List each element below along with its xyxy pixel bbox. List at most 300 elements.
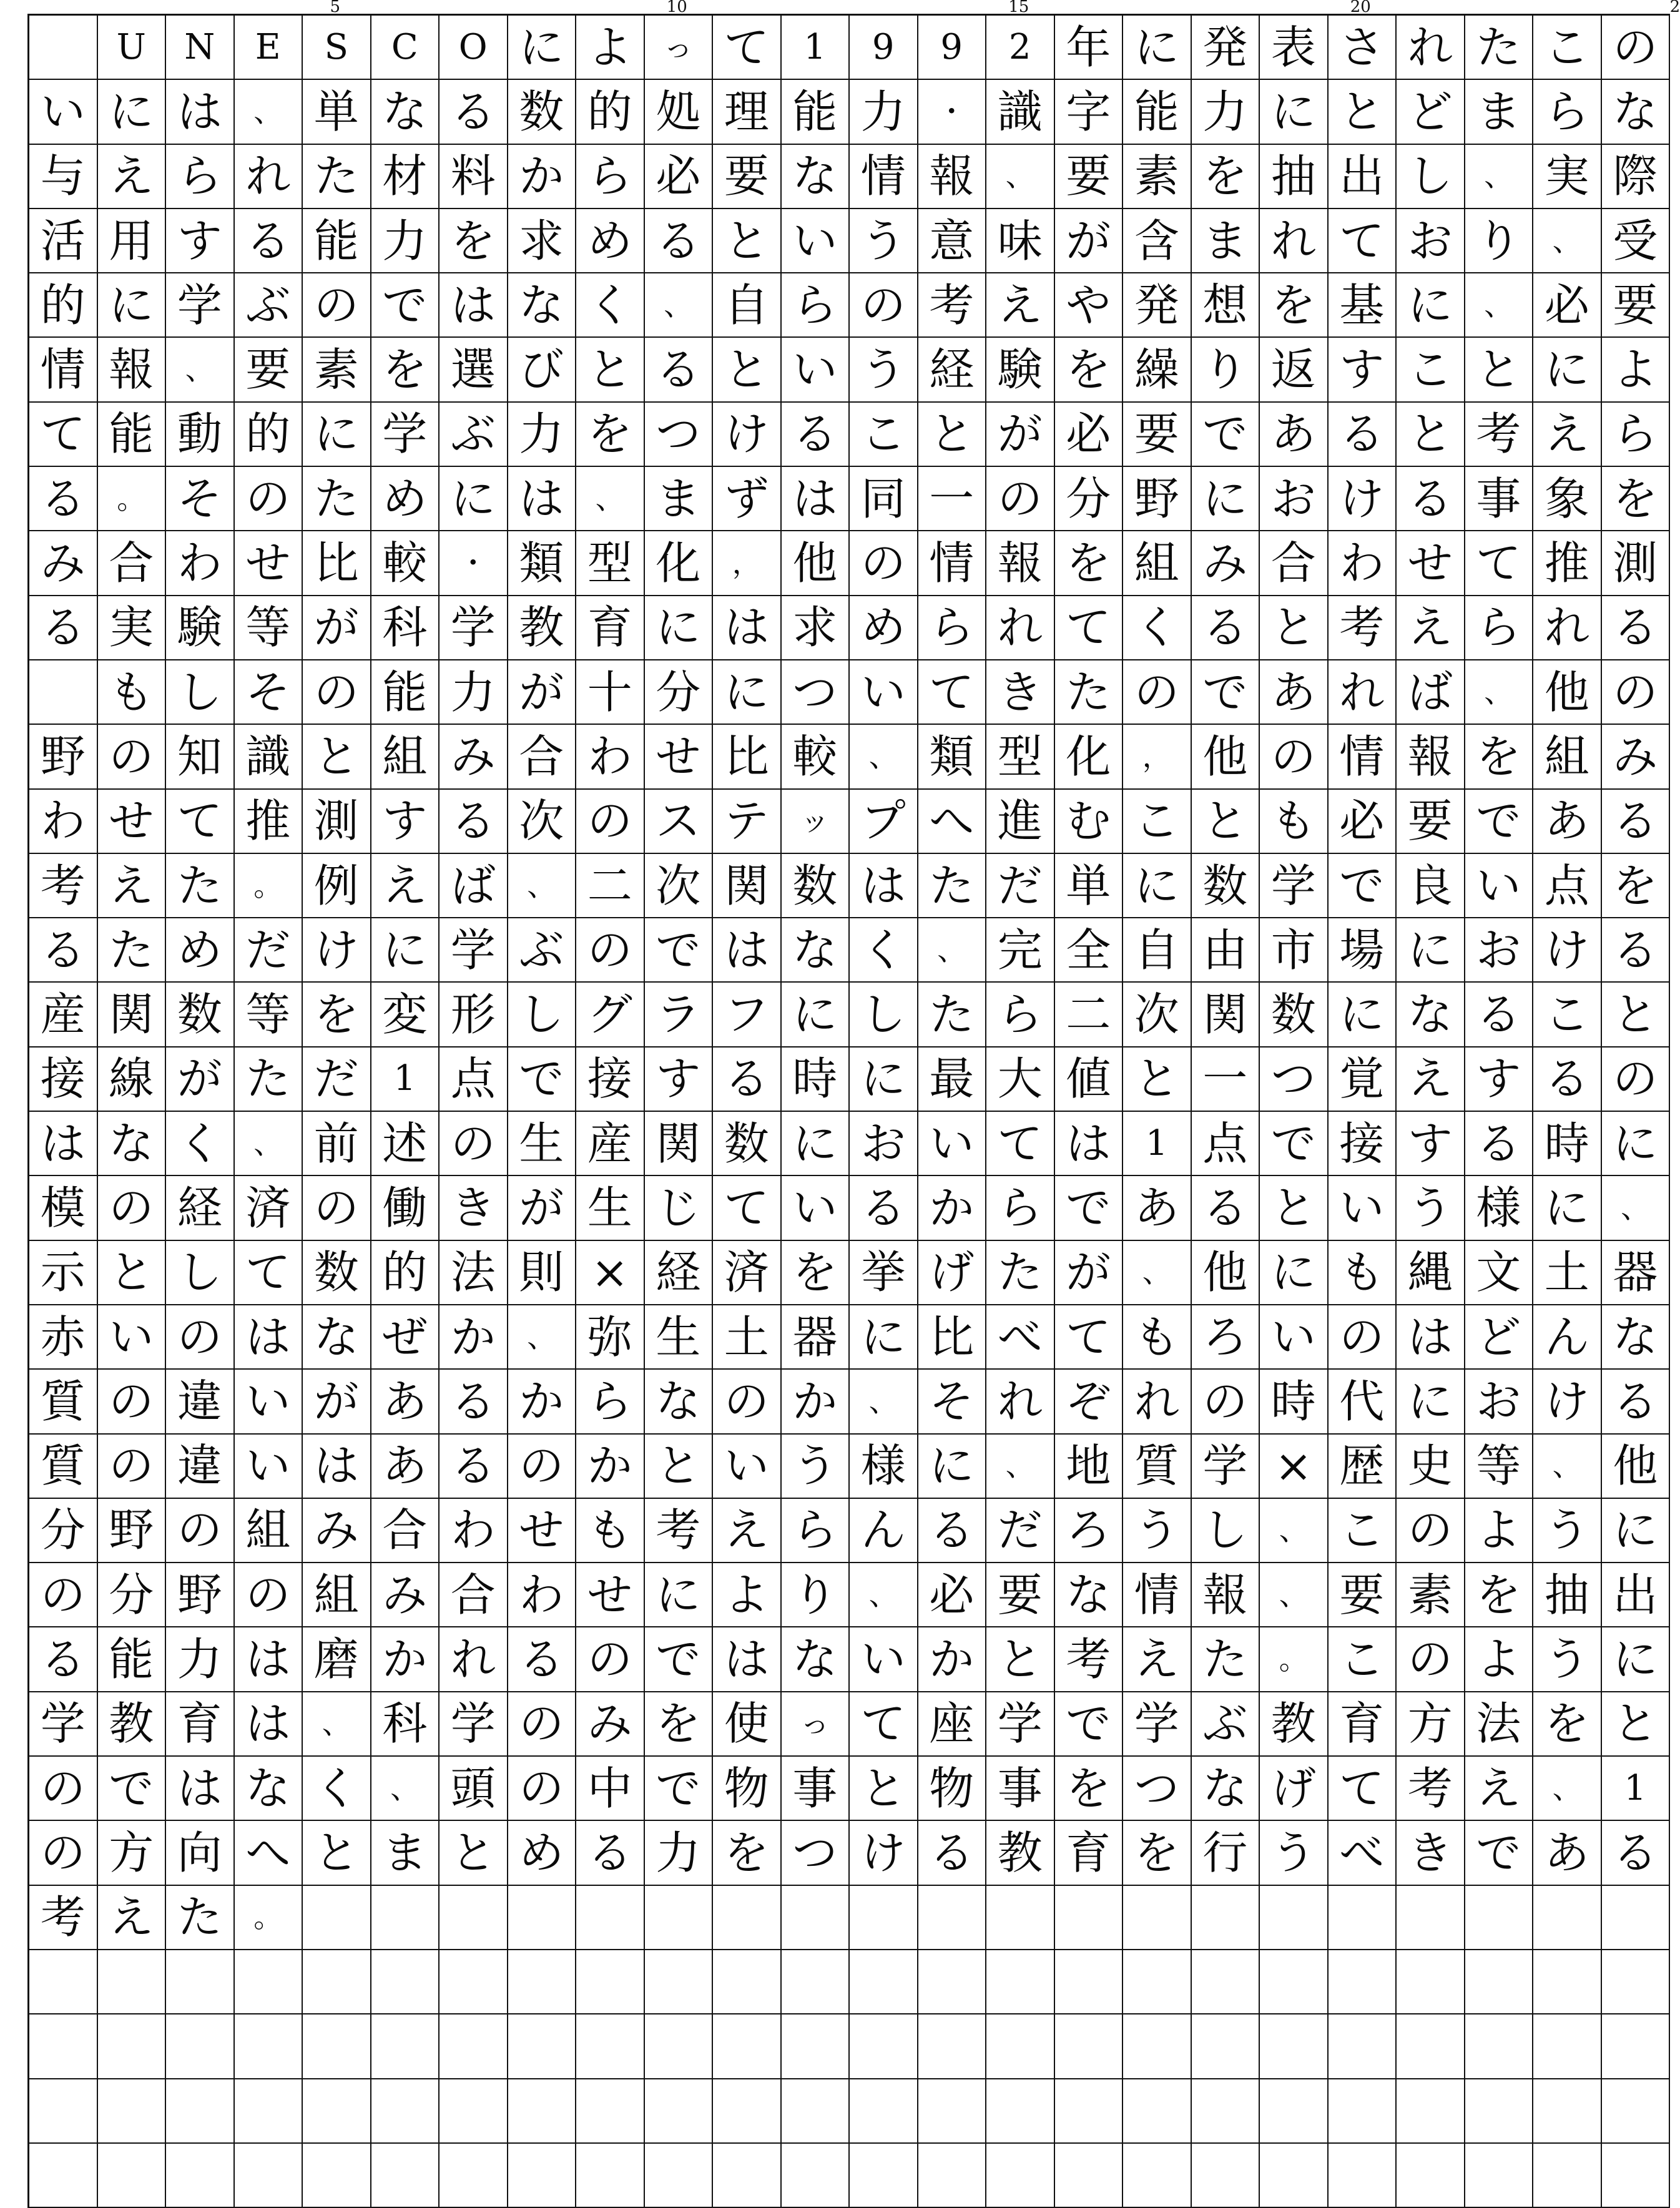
grid-cell: る bbox=[1602, 1370, 1671, 1434]
grid-cell: よ bbox=[1602, 338, 1671, 402]
grid-cell: み bbox=[29, 531, 98, 596]
grid-cell: ら bbox=[918, 596, 987, 660]
grid-cell: 受 bbox=[1602, 209, 1671, 273]
grid-cell: ろ bbox=[1055, 1499, 1124, 1563]
grid-cell: 他 bbox=[1192, 1241, 1260, 1305]
grid-cell: か bbox=[371, 1627, 440, 1692]
grid-cell: の bbox=[850, 531, 918, 596]
grid-cell: び bbox=[508, 338, 577, 402]
grid-cell: れ bbox=[440, 1627, 508, 1692]
grid-cell: 、 bbox=[508, 1305, 577, 1370]
grid-cell: 変 bbox=[371, 983, 440, 1047]
grid-cell: に bbox=[1602, 1499, 1671, 1563]
grid-cell: 情 bbox=[1123, 1563, 1192, 1627]
grid-cell bbox=[440, 2014, 508, 2079]
ruler-tick-10: 10 bbox=[666, 0, 687, 16]
grid-cell bbox=[645, 1950, 714, 2014]
grid-cell: に bbox=[1602, 1112, 1671, 1176]
grid-cell: 意 bbox=[918, 209, 987, 273]
grid-cell bbox=[645, 2014, 714, 2079]
grid-cell: 、 bbox=[850, 1370, 918, 1434]
grid-cell: を bbox=[1602, 854, 1671, 918]
column-number-ruler bbox=[27, 0, 1680, 16]
grid-cell: ど bbox=[1397, 80, 1465, 144]
grid-cell: は bbox=[29, 1112, 98, 1176]
grid-cell: て bbox=[713, 1176, 782, 1240]
grid-cell: 能 bbox=[782, 80, 850, 144]
grid-cell: る bbox=[508, 1627, 577, 1692]
grid-cell: 二 bbox=[1055, 983, 1124, 1047]
grid-cell: 、 bbox=[1260, 1563, 1329, 1627]
grid-cell: え bbox=[986, 273, 1055, 338]
grid-cell: 則 bbox=[508, 1241, 577, 1305]
grid-cell: と bbox=[986, 1627, 1055, 1692]
grid-cell bbox=[1260, 1886, 1329, 1950]
grid-cell: い bbox=[29, 80, 98, 144]
grid-cell: 出 bbox=[1602, 1563, 1671, 1627]
grid-cell: 値 bbox=[1055, 1048, 1124, 1112]
grid-cell: な bbox=[645, 1370, 714, 1434]
grid-cell: ら bbox=[1602, 403, 1671, 467]
grid-cell: 数 bbox=[303, 1241, 371, 1305]
grid-cell: を bbox=[1055, 531, 1124, 596]
grid-cell: O bbox=[440, 16, 508, 80]
grid-cell: み bbox=[576, 1692, 645, 1757]
grid-cell bbox=[576, 1950, 645, 2014]
grid-cell: も bbox=[1123, 1305, 1192, 1370]
grid-cell: え bbox=[371, 854, 440, 918]
grid-cell: と bbox=[1602, 983, 1671, 1047]
grid-cell: 報 bbox=[1192, 1563, 1260, 1627]
grid-cell: な bbox=[1192, 1757, 1260, 1821]
grid-cell: べ bbox=[1329, 1821, 1397, 1885]
grid-cell: は bbox=[850, 854, 918, 918]
grid-cell: と bbox=[918, 403, 987, 467]
grid-cell: 繰 bbox=[1123, 338, 1192, 402]
grid-cell: 育 bbox=[576, 596, 645, 660]
grid-cell: ず bbox=[713, 467, 782, 531]
grid-cell: せ bbox=[508, 1499, 577, 1563]
grid-cell: 分 bbox=[98, 1563, 167, 1627]
grid-cell: 縄 bbox=[1397, 1241, 1465, 1305]
grid-cell: そ bbox=[166, 467, 235, 531]
grid-cell: ら bbox=[1533, 80, 1602, 144]
grid-cell: 、 bbox=[645, 273, 714, 338]
grid-cell: い bbox=[713, 1435, 782, 1499]
grid-cell: 単 bbox=[1055, 854, 1124, 918]
grid-cell: 返 bbox=[1260, 338, 1329, 402]
grid-cell bbox=[166, 2014, 235, 2079]
grid-cell: く bbox=[1123, 596, 1192, 660]
grid-cell: る bbox=[850, 1176, 918, 1240]
grid-cell: う bbox=[782, 1435, 850, 1499]
grid-cell: か bbox=[918, 1627, 987, 1692]
grid-cell bbox=[1602, 2079, 1671, 2144]
grid-cell: の bbox=[1602, 16, 1671, 80]
grid-cell bbox=[1055, 2079, 1124, 2144]
grid-cell bbox=[1397, 2144, 1465, 2208]
grid-cell: 合 bbox=[1260, 531, 1329, 596]
grid-cell: に bbox=[782, 1112, 850, 1176]
grid-cell: 野 bbox=[166, 1563, 235, 1627]
grid-cell: 生 bbox=[508, 1112, 577, 1176]
grid-cell: お bbox=[1397, 209, 1465, 273]
grid-cell: 測 bbox=[303, 790, 371, 854]
grid-cell: そ bbox=[235, 660, 303, 725]
grid-cell: 数 bbox=[508, 80, 577, 144]
grid-cell: の bbox=[1602, 660, 1671, 725]
grid-cell: い bbox=[235, 1435, 303, 1499]
grid-cell: が bbox=[303, 596, 371, 660]
grid-cell: る bbox=[645, 338, 714, 402]
grid-cell bbox=[440, 2144, 508, 2208]
grid-cell: み bbox=[1602, 725, 1671, 789]
grid-cell: の bbox=[1329, 1305, 1397, 1370]
grid-cell: 力 bbox=[371, 209, 440, 273]
grid-cell: う bbox=[1123, 1499, 1192, 1563]
grid-cell bbox=[986, 2014, 1055, 2079]
grid-cell: 実 bbox=[1533, 145, 1602, 209]
grid-cell: 分 bbox=[1055, 467, 1124, 531]
grid-cell: れ bbox=[986, 596, 1055, 660]
grid-cell: か bbox=[576, 1435, 645, 1499]
grid-cell: 学 bbox=[440, 596, 508, 660]
grid-cell: 験 bbox=[986, 338, 1055, 402]
grid-cell: 較 bbox=[782, 725, 850, 789]
grid-cell: こ bbox=[1533, 983, 1602, 1047]
grid-cell: た bbox=[166, 854, 235, 918]
grid-cell: 向 bbox=[166, 1821, 235, 1885]
grid-cell: は bbox=[235, 1627, 303, 1692]
grid-cell: 合 bbox=[98, 531, 167, 596]
grid-cell: け bbox=[713, 403, 782, 467]
grid-cell: 、 bbox=[986, 145, 1055, 209]
grid-cell: れ bbox=[1123, 1370, 1192, 1434]
grid-cell: 土 bbox=[713, 1305, 782, 1370]
grid-cell: 動 bbox=[166, 403, 235, 467]
grid-cell bbox=[1533, 2144, 1602, 2208]
grid-cell bbox=[166, 2144, 235, 2208]
grid-cell: 2 bbox=[986, 16, 1055, 80]
grid-cell: 示 bbox=[29, 1241, 98, 1305]
grid-cell: 必 bbox=[1329, 790, 1397, 854]
grid-cell bbox=[29, 2144, 98, 2208]
genkou-grid bbox=[27, 14, 1670, 2208]
grid-cell: と bbox=[1329, 80, 1397, 144]
grid-cell: 育 bbox=[1055, 1821, 1124, 1885]
grid-cell: 行 bbox=[1192, 1821, 1260, 1885]
grid-cell: 報 bbox=[986, 531, 1055, 596]
grid-cell: せ bbox=[645, 725, 714, 789]
grid-cell: 1 bbox=[1602, 1757, 1671, 1821]
grid-cell: て bbox=[986, 1112, 1055, 1176]
grid-cell: の bbox=[98, 1176, 167, 1240]
grid-cell: め bbox=[850, 596, 918, 660]
grid-cell bbox=[1602, 2014, 1671, 2079]
grid-cell: る bbox=[1602, 918, 1671, 983]
grid-cell: 組 bbox=[1123, 531, 1192, 596]
grid-cell: な bbox=[782, 1627, 850, 1692]
grid-cell bbox=[1397, 1886, 1465, 1950]
grid-cell: そ bbox=[918, 1370, 987, 1434]
grid-cell: り bbox=[1465, 209, 1534, 273]
grid-cell bbox=[1260, 1950, 1329, 2014]
grid-cell: た bbox=[1192, 1627, 1260, 1692]
grid-cell: で bbox=[1465, 1821, 1534, 1885]
grid-cell: 要 bbox=[1123, 403, 1192, 467]
grid-cell: の bbox=[508, 1435, 577, 1499]
grid-cell: よ bbox=[713, 1563, 782, 1627]
grid-cell: 済 bbox=[713, 1241, 782, 1305]
grid-cell bbox=[1465, 1950, 1534, 2014]
grid-cell: な bbox=[1055, 1563, 1124, 1627]
grid-cell: け bbox=[1329, 467, 1397, 531]
grid-cell: 材 bbox=[371, 145, 440, 209]
grid-cell: 想 bbox=[1192, 273, 1260, 338]
grid-cell: 、 bbox=[166, 338, 235, 402]
grid-cell bbox=[508, 2144, 577, 2208]
grid-cell bbox=[1055, 2014, 1124, 2079]
grid-cell: に bbox=[1329, 983, 1397, 1047]
grid-cell: 科 bbox=[371, 596, 440, 660]
grid-cell: じ bbox=[645, 1176, 714, 1240]
grid-cell: 9 bbox=[918, 16, 987, 80]
grid-cell: E bbox=[235, 16, 303, 80]
grid-cell: 最 bbox=[918, 1048, 987, 1112]
grid-cell: 野 bbox=[29, 725, 98, 789]
grid-cell: し bbox=[508, 983, 577, 1047]
grid-cell: 能 bbox=[98, 403, 167, 467]
grid-cell: る bbox=[1465, 983, 1534, 1047]
grid-cell: グ bbox=[576, 983, 645, 1047]
grid-cell: ど bbox=[1465, 1305, 1534, 1370]
grid-cell: の bbox=[98, 1435, 167, 1499]
grid-cell: ま bbox=[1465, 80, 1534, 144]
grid-cell bbox=[29, 1950, 98, 2014]
grid-cell: な bbox=[508, 273, 577, 338]
grid-cell: て bbox=[1329, 1757, 1397, 1821]
grid-cell: に bbox=[850, 1048, 918, 1112]
grid-cell: ま bbox=[371, 1821, 440, 1885]
grid-cell: わ bbox=[166, 531, 235, 596]
grid-cell: は bbox=[782, 467, 850, 531]
grid-cell: ば bbox=[1397, 660, 1465, 725]
grid-cell: ッ bbox=[782, 790, 850, 854]
grid-cell bbox=[371, 1886, 440, 1950]
grid-cell bbox=[986, 2144, 1055, 2208]
grid-cell bbox=[1397, 1950, 1465, 2014]
grid-cell bbox=[440, 1886, 508, 1950]
grid-cell: ら bbox=[166, 145, 235, 209]
grid-cell: の bbox=[986, 467, 1055, 531]
grid-cell: を bbox=[303, 983, 371, 1047]
grid-cell: な bbox=[98, 1112, 167, 1176]
grid-cell bbox=[782, 1886, 850, 1950]
grid-cell: 、 bbox=[918, 918, 987, 983]
ruler-tick-2: 2 bbox=[1669, 0, 1680, 16]
grid-cell: が bbox=[303, 1370, 371, 1434]
grid-cell: 考 bbox=[29, 1886, 98, 1950]
grid-cell bbox=[303, 2079, 371, 2144]
grid-cell: な bbox=[782, 145, 850, 209]
grid-cell: わ bbox=[440, 1499, 508, 1563]
grid-cell: 史 bbox=[1397, 1435, 1465, 1499]
grid-cell: 考 bbox=[1329, 596, 1397, 660]
grid-cell: 、 bbox=[371, 1757, 440, 1821]
grid-cell: が bbox=[1055, 209, 1124, 273]
grid-cell: 学 bbox=[166, 273, 235, 338]
grid-cell: い bbox=[782, 1176, 850, 1240]
grid-cell: い bbox=[1260, 1305, 1329, 1370]
grid-cell bbox=[1260, 2144, 1329, 2208]
grid-cell: 能 bbox=[303, 209, 371, 273]
grid-cell: 物 bbox=[918, 1757, 987, 1821]
grid-cell: な bbox=[303, 1305, 371, 1370]
grid-cell: い bbox=[1329, 1176, 1397, 1240]
grid-cell: あ bbox=[371, 1435, 440, 1499]
grid-cell: か bbox=[918, 1176, 987, 1240]
grid-cell: は bbox=[508, 467, 577, 531]
grid-cell: と bbox=[1397, 403, 1465, 467]
grid-cell: 基 bbox=[1329, 273, 1397, 338]
grid-cell bbox=[29, 2014, 98, 2079]
grid-cell: は bbox=[1397, 1305, 1465, 1370]
grid-cell: の bbox=[29, 1563, 98, 1627]
grid-cell: 一 bbox=[918, 467, 987, 531]
grid-cell: 、 bbox=[576, 467, 645, 531]
grid-cell: 1 bbox=[1123, 1112, 1192, 1176]
grid-cell: へ bbox=[918, 790, 987, 854]
grid-cell: す bbox=[645, 1048, 714, 1112]
grid-cell: い bbox=[235, 1370, 303, 1434]
grid-cell: に bbox=[1397, 1370, 1465, 1434]
grid-cell bbox=[1329, 2014, 1397, 2079]
grid-cell: む bbox=[1055, 790, 1124, 854]
grid-cell: す bbox=[371, 790, 440, 854]
grid-cell: が bbox=[986, 403, 1055, 467]
grid-cell: 化 bbox=[1055, 725, 1124, 789]
grid-cell: 一 bbox=[1192, 1048, 1260, 1112]
grid-cell bbox=[850, 2014, 918, 2079]
grid-cell: の bbox=[303, 1176, 371, 1240]
grid-cell: る bbox=[29, 918, 98, 983]
grid-cell bbox=[850, 2079, 918, 2144]
grid-cell: ラ bbox=[645, 983, 714, 1047]
grid-cell: 、 bbox=[303, 1692, 371, 1757]
grid-cell: る bbox=[1192, 1176, 1260, 1240]
grid-cell: だ bbox=[235, 918, 303, 983]
grid-cell: に bbox=[850, 1305, 918, 1370]
grid-cell: は bbox=[235, 1305, 303, 1370]
grid-cell: て bbox=[29, 403, 98, 467]
grid-cell: る bbox=[1602, 1821, 1671, 1885]
grid-cell: で bbox=[1465, 790, 1534, 854]
grid-cell: わ bbox=[1329, 531, 1397, 596]
grid-cell: 質 bbox=[1123, 1435, 1192, 1499]
grid-cell: 同 bbox=[850, 467, 918, 531]
grid-cell bbox=[98, 1950, 167, 2014]
grid-cell: を bbox=[1192, 145, 1260, 209]
grid-cell: き bbox=[986, 660, 1055, 725]
grid-cell: 頭 bbox=[440, 1757, 508, 1821]
grid-cell: 、 bbox=[850, 725, 918, 789]
grid-cell: こ bbox=[1329, 1499, 1397, 1563]
grid-cell: を bbox=[1602, 467, 1671, 531]
grid-cell: 産 bbox=[29, 983, 98, 1047]
grid-cell: 類 bbox=[508, 531, 577, 596]
grid-cell: え bbox=[1397, 596, 1465, 660]
grid-cell bbox=[918, 1950, 987, 2014]
grid-cell: 情 bbox=[850, 145, 918, 209]
grid-cell: の bbox=[98, 1370, 167, 1434]
grid-cell: 文 bbox=[1465, 1241, 1534, 1305]
grid-cell: に bbox=[1123, 854, 1192, 918]
grid-cell: で bbox=[1329, 854, 1397, 918]
grid-cell: の bbox=[713, 1370, 782, 1434]
grid-cell: つ bbox=[1260, 1048, 1329, 1112]
grid-cell: た bbox=[918, 983, 987, 1047]
grid-cell: 全 bbox=[1055, 918, 1124, 983]
grid-cell: え bbox=[1397, 1048, 1465, 1112]
grid-cell: 育 bbox=[166, 1692, 235, 1757]
grid-cell: が bbox=[1055, 1241, 1124, 1305]
grid-cell: ら bbox=[986, 983, 1055, 1047]
grid-cell bbox=[918, 2144, 987, 2208]
grid-cell: 生 bbox=[645, 1305, 714, 1370]
grid-cell: 抽 bbox=[1533, 1563, 1602, 1627]
grid-cell: の bbox=[1397, 1499, 1465, 1563]
grid-cell: 考 bbox=[29, 854, 98, 918]
grid-cell: 方 bbox=[98, 1821, 167, 1885]
grid-cell: 比 bbox=[303, 531, 371, 596]
grid-cell: を bbox=[440, 209, 508, 273]
grid-cell: う bbox=[850, 209, 918, 273]
grid-cell: る bbox=[1533, 1048, 1602, 1112]
grid-cell: や bbox=[1055, 273, 1124, 338]
grid-cell: る bbox=[1192, 596, 1260, 660]
grid-cell: か bbox=[782, 1370, 850, 1434]
grid-cell: に bbox=[98, 273, 167, 338]
grid-cell: 教 bbox=[98, 1692, 167, 1757]
grid-cell: 学 bbox=[1260, 854, 1329, 918]
grid-cell: の bbox=[576, 918, 645, 983]
grid-cell: 求 bbox=[782, 596, 850, 660]
grid-cell: 素 bbox=[303, 338, 371, 402]
grid-cell: 組 bbox=[303, 1563, 371, 1627]
grid-cell: 際 bbox=[1602, 145, 1671, 209]
grid-cell: を bbox=[1055, 338, 1124, 402]
grid-cell: で bbox=[1192, 660, 1260, 725]
grid-cell bbox=[98, 2144, 167, 2208]
grid-cell: 次 bbox=[508, 790, 577, 854]
grid-cell: に bbox=[1123, 16, 1192, 80]
grid-cell: つ bbox=[1123, 1757, 1192, 1821]
grid-cell bbox=[1055, 1950, 1124, 2014]
grid-cell bbox=[1329, 2079, 1397, 2144]
grid-cell: 生 bbox=[576, 1176, 645, 1240]
grid-cell: 数 bbox=[713, 1112, 782, 1176]
grid-cell: い bbox=[850, 1627, 918, 1692]
grid-cell: フ bbox=[713, 983, 782, 1047]
grid-cell bbox=[986, 2079, 1055, 2144]
grid-cell: 関 bbox=[98, 983, 167, 1047]
grid-cell: 素 bbox=[1123, 145, 1192, 209]
grid-cell: で bbox=[1055, 1176, 1124, 1240]
grid-cell: て bbox=[850, 1692, 918, 1757]
grid-cell: 弥 bbox=[576, 1305, 645, 1370]
grid-cell: 組 bbox=[235, 1499, 303, 1563]
grid-cell: 選 bbox=[440, 338, 508, 402]
